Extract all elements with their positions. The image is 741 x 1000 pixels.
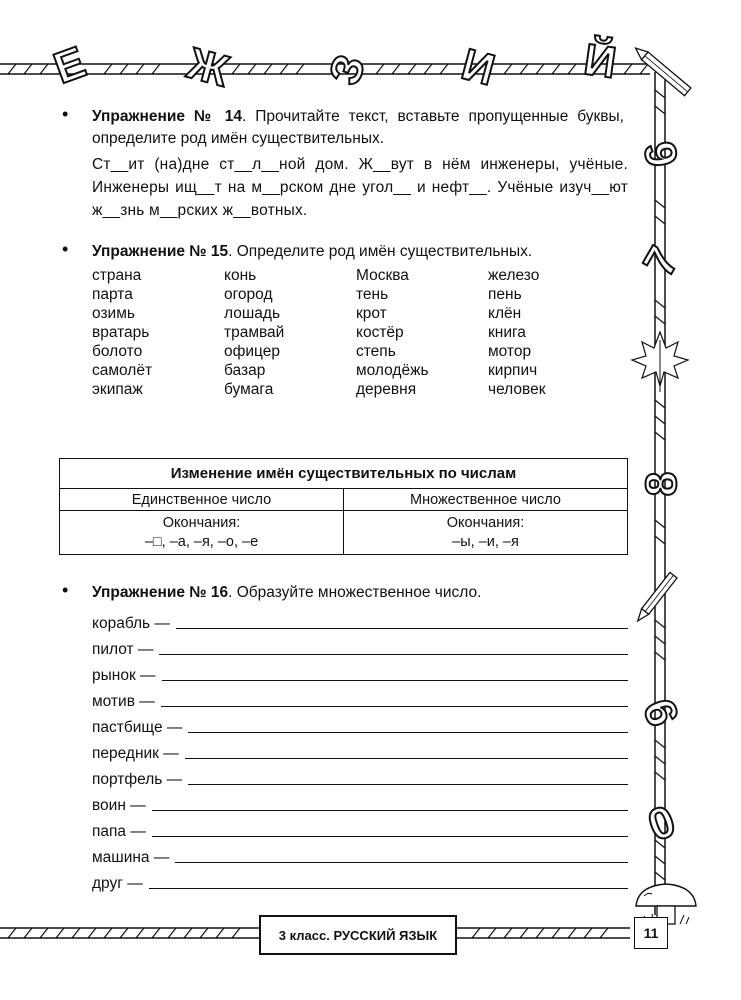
answer-row[interactable]: [92, 639, 628, 659]
answer-line[interactable]: [175, 862, 628, 863]
word: парта: [92, 286, 133, 303]
word: озимь: [92, 305, 135, 322]
answer-row-word: пастбище —: [92, 719, 183, 736]
word: страна: [92, 267, 142, 284]
number-change-table: [59, 458, 628, 555]
word: бумага: [224, 381, 274, 398]
exercise-14-text: Ст__ит (на)дне ст__л__ной дом. Ж__вут в нём инженеры, учёные. Инженеры ищ__т на м__рском дне угол__ и нефт__. Учёные изуч__ют ж__знь м__рских ж__вотных.: [92, 156, 628, 219]
word: самолёт: [92, 362, 153, 379]
border-letter: И: [456, 39, 500, 96]
word: трамвай: [224, 324, 285, 341]
answer-row[interactable]: [92, 769, 628, 789]
answer-row-word: пилот —: [92, 641, 154, 658]
answer-row[interactable]: [92, 691, 628, 711]
answer-row-word: мотив —: [92, 693, 155, 710]
answer-line[interactable]: [188, 732, 628, 733]
exercise-15-instruction: . Определите род имён существительных.: [228, 243, 533, 260]
maple-leaf-icon: [632, 332, 688, 392]
singular-endings: –□, –а, –я, –о, –е: [144, 533, 259, 550]
answer-row-word: друг —: [92, 875, 143, 892]
answer-row-word: рынок —: [92, 667, 156, 684]
answer-row-word: корабль —: [92, 615, 170, 632]
exercise-16-number: Упражнение № 16: [92, 584, 229, 601]
border-letter: Е: [47, 37, 92, 94]
answer-row[interactable]: [92, 795, 628, 815]
word: молодёжь: [356, 362, 429, 379]
exercise-14-title: [92, 106, 624, 150]
word: вратарь: [92, 324, 150, 341]
answer-row-word: передник —: [92, 745, 179, 762]
word: костёр: [356, 324, 404, 341]
word: конь: [224, 267, 257, 284]
word: Москва: [356, 267, 409, 284]
word: экипаж: [92, 381, 143, 398]
answer-row[interactable]: [92, 717, 628, 737]
bullet: •: [62, 580, 69, 600]
page-number: 11: [634, 917, 668, 949]
answer-row-word: папа —: [92, 823, 146, 840]
side-digit: 7: [634, 238, 689, 285]
border-letter: Ж: [182, 38, 234, 97]
exercise-16-instruction: . Образуйте множественное число.: [228, 584, 482, 601]
footer-label: 3 класс. РУССКИЙ ЯЗЫК: [259, 915, 457, 955]
border-letter: Й: [581, 35, 620, 88]
answer-line[interactable]: [185, 758, 628, 759]
word: тень: [356, 286, 389, 303]
word: лошадь: [224, 305, 281, 322]
word: железо: [488, 267, 540, 284]
border-letter: З: [319, 48, 376, 92]
word: мотор: [488, 343, 532, 360]
plural-endings: –ы, –и, –я: [452, 533, 519, 550]
bullet: •: [62, 239, 69, 259]
table-header-plural: Множественное число: [344, 489, 628, 511]
word: степь: [356, 343, 396, 360]
answer-line[interactable]: [176, 628, 628, 629]
side-digit: 8: [637, 471, 686, 497]
word: клён: [488, 305, 522, 322]
exercise-15-title: [92, 241, 624, 263]
answer-line[interactable]: [162, 680, 628, 681]
endings-label: Окончания:: [162, 514, 241, 531]
side-digit: 6: [635, 137, 688, 171]
answer-line[interactable]: [149, 888, 628, 889]
answer-row[interactable]: [92, 665, 628, 685]
exercise-16-title: [92, 582, 624, 604]
word: человек: [488, 381, 546, 398]
answer-row[interactable]: [92, 743, 628, 763]
endings-label: Окончания:: [446, 514, 525, 531]
answer-row-word: машина —: [92, 849, 170, 866]
answer-row[interactable]: [92, 873, 628, 893]
word: базар: [224, 362, 266, 379]
answer-row[interactable]: [92, 613, 628, 633]
word: крот: [356, 305, 387, 322]
exercise-14-number: Упражнение № 14: [92, 108, 242, 125]
word: кирпич: [488, 362, 538, 379]
answer-line[interactable]: [152, 836, 628, 837]
word: деревня: [356, 381, 417, 398]
answer-line[interactable]: [188, 784, 628, 785]
exercise-15-word-grid: [92, 266, 592, 399]
answer-row-word: портфель —: [92, 771, 183, 788]
bullet: •: [62, 104, 69, 124]
answer-line[interactable]: [159, 654, 628, 655]
word: болото: [92, 343, 143, 360]
side-digit: 9: [634, 692, 689, 733]
answer-row[interactable]: [92, 847, 628, 867]
table-cell-plural: [344, 511, 628, 555]
word: пень: [488, 286, 522, 303]
answer-row[interactable]: [92, 821, 628, 841]
answer-row-word: воин —: [92, 797, 146, 814]
side-digit: 0: [641, 796, 682, 851]
pencil-icon: [632, 44, 691, 95]
exercise-14-instruction: . Прочитайте текст, вставьте пропущенные буквы, определите род имён существительных.: [92, 108, 624, 147]
word: огород: [224, 286, 273, 303]
table-header-singular: Единственное число: [60, 489, 344, 511]
word: книга: [488, 324, 526, 341]
table-title: Изменение имён существительных по числам: [60, 459, 628, 489]
table-cell-singular: [60, 511, 344, 555]
exercise-15-number: Упражнение № 15: [92, 243, 229, 260]
answer-line[interactable]: [161, 706, 628, 707]
word: офицер: [224, 343, 280, 360]
answer-line[interactable]: [152, 810, 628, 811]
